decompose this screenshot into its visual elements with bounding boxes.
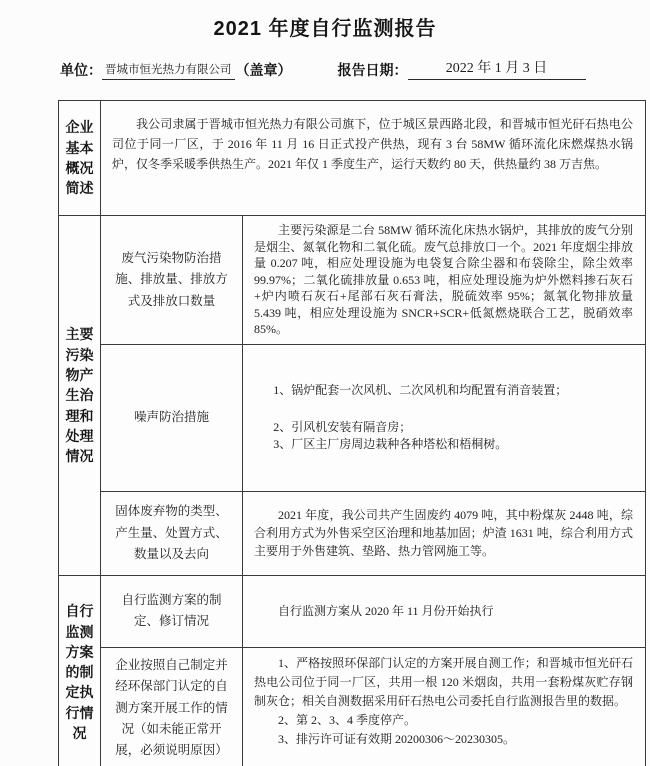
solid-waste-text: 2021 年度，我公司共产生固废约 4079 吨，其中粉煤灰 2448 吨，综合利用方式为外售采空区治理和地基加固；炉渣 1631 吨，综合利用方式主要用于外售建筑、垫路、热力管网施工等。 [254,508,634,559]
plan-formulation-text: 自行监测方案从 2020 年 11 月份开始执行 [278,604,494,619]
row-label-plan-execution: 企业按照自己制定并经环保部门认定的自测方案开展工作的情况（如未能正常开展，必须说明原因） [101,647,243,766]
row-label-plan-formulation: 自行监测方案的制定、修订情况 [101,575,243,647]
section-header-company-overview: 企业基本概况简述 [59,101,101,216]
row-label-exhaust-gas: 废气污染物防治措施、排放量、排放方式及排放口数量 [101,216,243,345]
unit-value: 晋城市恒光热力有限公司 [102,61,235,80]
exhaust-gas-text: 主要污染源是二台 58MW 循环流化床热水锅炉，其排放的废气分别是烟尘、氮氧化物和二氧化硫。废气总排放口一个。2021 年度烟尘排放量 0.207 吨，相应处理设施为电袋复合除尘器和布袋除尘，除尘效率 99.97%；二氧化硫排放量 0.653 吨，相应处理设施为炉外燃料掺石灰石+炉内喷石灰石+尾部石灰石膏法，脱硫效率 95%；氮氧化物排放量 5.439 吨，相应处理设施为 SNCR+SCR+低氮燃烧联合工艺，脱硝效率 85%。 [254,223,634,337]
report-table [58,100,646,766]
section-header-pollutants: 主要污染物产生治理和处理情况 [59,216,101,576]
noise-cell [243,344,646,491]
report-date-value: 2022 年 1 月 3 日 [408,57,586,80]
report-date-label: 报告日期： [337,62,408,78]
plan-execution-cell [243,647,646,766]
noise-item: 3、厂区主厂房周边栽种各种塔松和梧桐树。 [273,437,508,452]
solid-waste-cell [243,491,646,575]
date-group [338,57,586,80]
row-label-noise: 噪声防治措施 [101,344,243,491]
exhaust-gas-cell [243,216,646,345]
company-overview-cell [101,101,646,216]
plan-execution-item: 2、第 2、3、4 季度停产。 [278,712,417,727]
plan-formulation-cell [243,575,646,647]
noise-item: 1、锅炉配套一次风机、二次风机和均配置有消音装置； [273,383,568,398]
noise-item: 2、引风机安装有隔音房； [273,419,412,434]
plan-execution-item: 1、严格按照环保部门认定的方案开展自测工作；和晋城市恒光矸石热电公司位于同一厂区，共用一根 120 米烟囱，共用一套粉煤灰贮存钢制灰仓；相关自测数据采用矸石热电公司委托自行监测报告里的数据。 [254,655,634,708]
row-label-solid-waste: 固体废弃物的类型、产生量、处置方式、数量以及去向 [101,491,243,575]
seal-note: （盖章） [235,62,292,78]
unit-label: 单位： [60,62,102,78]
company-overview-text: 我公司隶属于晋城市恒光热力有限公司旗下，位于城区景西路北段，和晋城市恒光矸石热电公司位于同一厂区，于 2016 年 11 月 16 日正式投产供热，现有 3 台 58MW 循环流化床燃煤热水锅炉，仅冬季采暖季供热生产。2021 年仅 1 季度生产，运行天数约 80 天，供热量约 38 万吉焦。 [112,117,634,171]
page-title: 2021 年度自行监测报告 [213,18,437,40]
meta-row [60,57,645,80]
plan-execution-item: 3、排污许可证有效期 20200306～20230305。 [278,731,516,746]
section-header-monitoring-plan: 自行监测方案的制定执行情况 [59,575,101,766]
